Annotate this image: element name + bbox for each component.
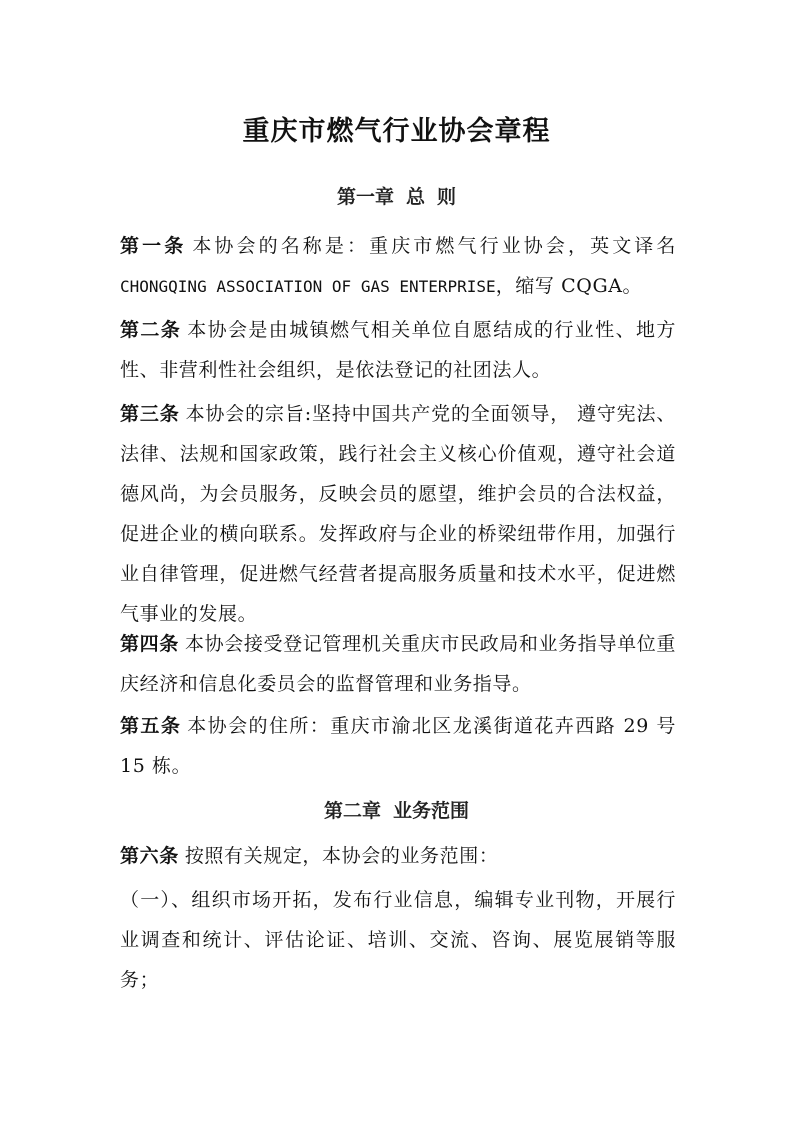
chapter-2-number: 第二章 — [323, 800, 381, 822]
article-1-abbreviation: ，缩写 CQGA。 — [495, 275, 643, 297]
article-6-text: 按照有关规定，本协会的业务范围： — [184, 845, 499, 867]
article-5 — [120, 706, 676, 786]
article-1 — [120, 226, 676, 307]
chapter-2-title: 业务范围 — [393, 800, 470, 822]
article-3-text: 本协会的宗旨:坚持中国共产党的全面领导， 遵守宪法、法律、法规和国家政策，践行社会主义核心价值观，遵守社会道德风尚，为会员服务，反映会员的愿望，维护会员的合法权益，促进企业的横向联系。发挥政府与企业的桥梁纽带作用，加强行业自律管理，促进燃气经营者提高服务质量和技术水平，促进燃气事业的发展。 — [120, 403, 676, 625]
article-6-label: 第六条 — [120, 845, 179, 867]
chapter-1-heading — [0, 182, 793, 212]
article-3-label: 第三条 — [120, 403, 180, 425]
chapter-1-number: 第一章 — [336, 186, 394, 208]
article-2 — [120, 310, 676, 390]
article-1-english-name: CHONGQING ASSOCIATION OF GAS ENTERPRISE — [120, 277, 496, 296]
article-2-text: 本协会是由城镇燃气相关单位自愿结成的行业性、地方性、非营利性社会组织，是依法登记的社团法人。 — [120, 319, 676, 381]
article-3 — [120, 394, 676, 634]
article-2-label: 第二条 — [120, 319, 182, 341]
article-1-label: 第一条 — [120, 235, 187, 257]
chapter-1-title-part-1: 总 — [405, 186, 425, 208]
list-item — [120, 880, 676, 1000]
article-5-text: 本协会的住所：重庆市渝北区龙溪街道花卉西路 29 号 15 栋。 — [120, 715, 676, 777]
chapter-2-heading — [0, 796, 793, 826]
article-5-label: 第五条 — [120, 715, 182, 737]
article-1-text: 本协会的名称是：重庆市燃气行业协会，英文译名 — [192, 235, 676, 257]
chapter-1-title-part-2: 则 — [437, 186, 457, 208]
article-6 — [120, 836, 676, 876]
article-4-text: 本协会接受登记管理机关重庆市民政局和业务指导单位重庆经济和信息化委员会的监督管理和业务指导。 — [120, 633, 676, 695]
article-4-label: 第四条 — [120, 633, 179, 655]
document-title: 重庆市燃气行业协会章程 — [242, 116, 551, 147]
list-item-text: （一）、组织市场开拓，发布行业信息，编辑专业刊物，开展行业调查和统计、评估论证、培训、交流、咨询、展览展销等服务； — [120, 889, 676, 991]
article-4 — [120, 624, 676, 704]
